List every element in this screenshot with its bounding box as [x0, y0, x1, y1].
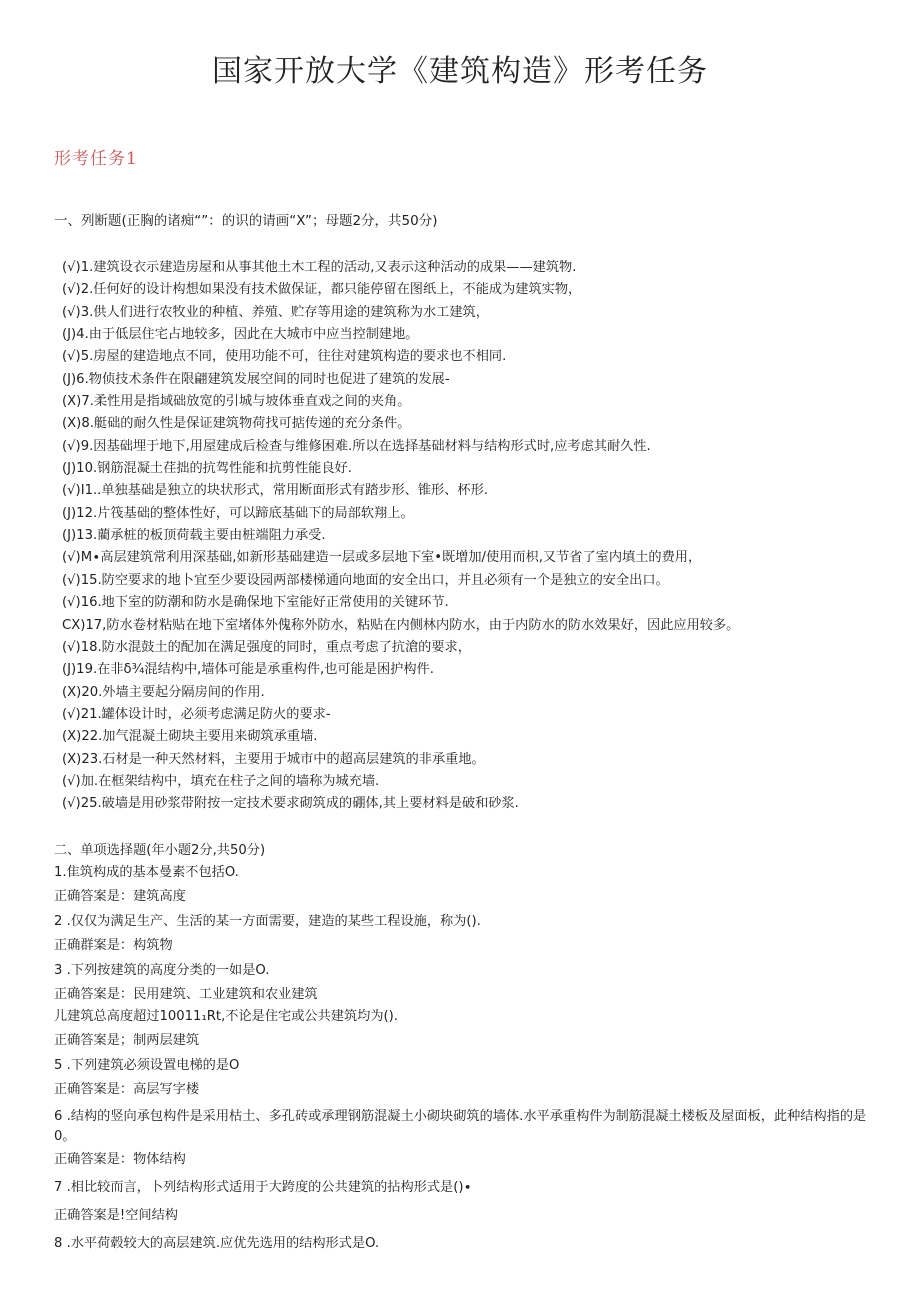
- true-false-item: (√)16.地下室的防潮和防水是确保地下室能好正常使用的关键环节.: [62, 595, 449, 611]
- true-false-item: (√)3.供人们进行农牧业的种植、养殖、贮存等用途的建筑称为水工建筑，: [62, 304, 489, 320]
- correct-answer: 正确答案是!空间结构: [54, 1208, 178, 1223]
- true-false-item: (X)23.石材是一种天然材料，主要用于城市中的超高层建筑的非承重地。: [62, 751, 485, 767]
- task-subtitle: 形考任务1: [54, 149, 138, 169]
- section1-heading: 一、列断题(正胸的诸痴“”：的识的请画“X”；母题2分，共50分): [54, 213, 438, 229]
- true-false-item: (X)8.艇础的耐久性是保证建筑物荷找可掂传递的充分条件。: [62, 416, 411, 432]
- true-false-item: (√)2.任何好的设计构想如果没有技术做保证，都只能停留在图纸上，不能成为建筑实物，: [62, 282, 582, 298]
- correct-answer: 正确群案是：构筑物: [54, 938, 173, 953]
- correct-answer: 正确答案是：物体结构: [54, 1152, 186, 1167]
- true-false-item: (J)19.在非δ¾混结构中,墙体可能是承重构件,也可能是困护构件.: [62, 662, 434, 678]
- question-text: 1.隹筑构成的基本曼素不包括O.: [54, 865, 239, 880]
- correct-answer: 正确答案是：建筑高度: [54, 889, 186, 904]
- question-text: 5 .下列建筑必须设置电梯的是O: [54, 1058, 240, 1073]
- question-text: 6 .结构的竖向承包构件是采用枯土、多孔砖或承理钢筋混凝土小砌块砌筑的墙体.水平承重构件为制筋混凝土楼板及屋面板，此种结构指的是0。: [54, 1109, 867, 1144]
- true-false-item: (√)1.建筑设衣示建造房屋和从事其他土木工程的活动,又表示这种活动的成果——建筑物.: [62, 260, 577, 275]
- question-text: 3 .下列按建筑的高度分类的一如是O.: [54, 963, 270, 978]
- true-false-item: (√)加.在框架结构中，填充在柱子之间的墙称为城充墙.: [62, 773, 380, 789]
- section2-heading: 二、单项选择题(年小题2分,共50分): [54, 843, 266, 858]
- true-false-item: (√)M∙高层建筑常利用深基础,如新形基础建造一层或多层地下室•既增加/使用而枳,又节省了室内填土的费用，: [62, 550, 702, 566]
- true-false-item: (√)I1..单独基础是独立的块状形式，常用断面形式有踏步形、锥形、杯形.: [62, 483, 488, 499]
- multiple-choice-list: [54, 840, 884, 1255]
- true-false-item: (√)25.破墙是用砂浆带附按一定技术要求砌筑成的硼体,其上要材料是破和砂浆.: [62, 796, 519, 812]
- true-false-item: (J)10.钢筋混凝土荏拙的抗驾性能和抗剪性能良好.: [62, 461, 352, 477]
- true-false-item: (X)20.外墙主要起分隔房间的作用.: [62, 684, 265, 700]
- true-false-item: (X)22.加气混凝土砌块主要用来砌筑承重墙.: [62, 729, 318, 745]
- true-false-list: [62, 257, 892, 816]
- question-text: 7 .相比较而言，卜列结构形式适用于大跨度的公共建筑的拈构形式是()∙: [54, 1180, 472, 1195]
- correct-answer: 正确答案是：民用建筑、工业建筑和农业建筑: [54, 987, 318, 1002]
- true-false-item: (√)21.罐体设计时，必须考虑满足防火的要求-: [62, 706, 331, 722]
- true-false-item: (X)7.柔性用是指域础放宽的引城与坡体垂直戏之间的夹角。: [62, 394, 411, 410]
- true-false-item: CX)17,防水卷材粘贴在地下室堵体外傀称外防水，粘贴在内侧林内防水，由于内防水的防水效果好，因此应用较多。: [62, 617, 740, 633]
- correct-answer: 正确答案是：高层写字楼: [54, 1082, 200, 1097]
- true-false-item: (√)9.因基础埋于地下,用屋建成后检查与维修困难.所以在选择基础材料与结构形式时,应考虑其耐久性.: [62, 438, 651, 454]
- question-text: 2 .仅仅为满足生产、生活的某一方面需要，建造的某些工程设施，称为().: [54, 914, 481, 929]
- true-false-item: (J)12.片筏基础的整体性好，可以蹄底基础下的局部软翔上。: [62, 505, 414, 521]
- question-text: 儿建筑总高度超过10011₁Rt,不论是住宅或公共建筑均为().: [54, 1009, 398, 1024]
- document-title: 国家开放大学《建筑构造》形考任务: [212, 54, 708, 89]
- true-false-item: (√)18.防水混鼓土的配加在满足强度的同时，重点考虑了抗滄的要求，: [62, 639, 471, 655]
- question-text: 8 .水平荷毂较大的高层建筑.应优先选用的结构形式是O.: [54, 1236, 380, 1251]
- correct-answer: 正确答案是；制两层建筑: [54, 1033, 200, 1048]
- true-false-item: (J)4.由于低层住宅占地较多，因此在大城市中应当控制建地。: [62, 327, 419, 343]
- true-false-item: (J)13.藺承桩的板顶荷载主要由桩端阻力承受.: [62, 528, 326, 544]
- true-false-item: (J)6.物侦技术条件在限翩建筑发展空间的同时也促进了建筑的发展-: [62, 371, 450, 387]
- true-false-item: (√)5.房屋的建造地点不同，使用功能不可，往往对建筑构造的要求也不相同.: [62, 349, 507, 365]
- true-false-item: (√)15.防空要求的地卜宜至少要设园两部楼梯通向地面的安全出口，并且必须有一个是独立的安全出口。: [62, 572, 669, 588]
